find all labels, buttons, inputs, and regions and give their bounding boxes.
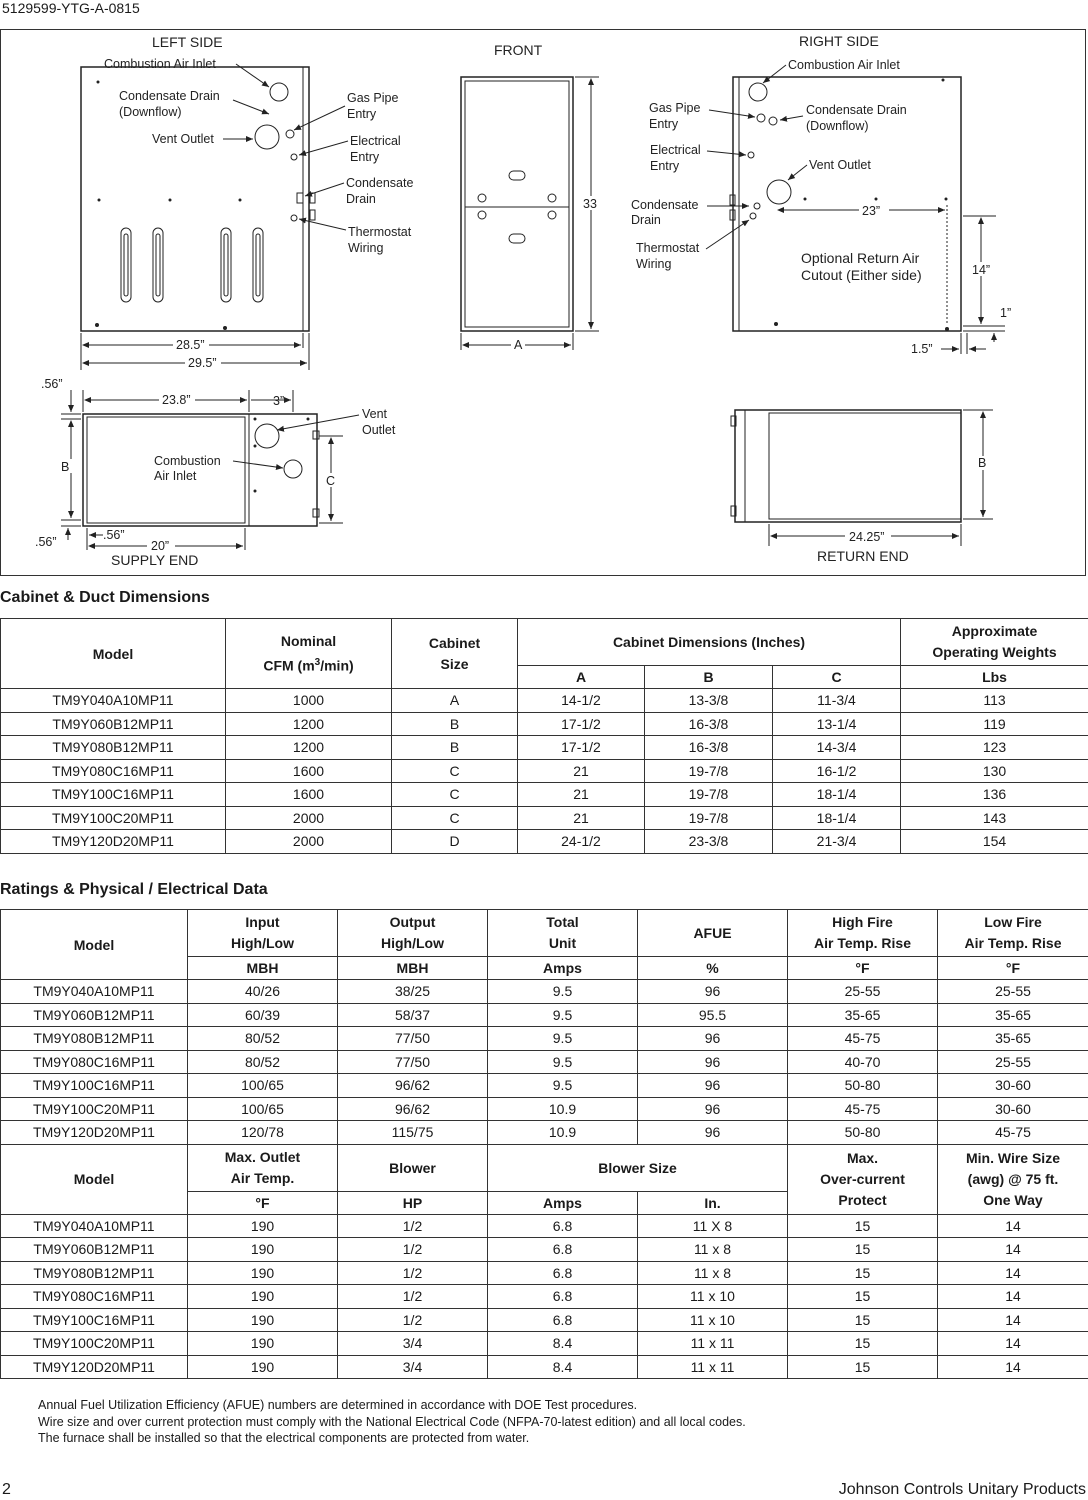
table-cell: 1200 [226,712,392,736]
table-cell: 15 [788,1308,938,1332]
table-cell: 60/39 [188,1003,338,1027]
header-min-wire: Min. Wire Size (awg) @ 75 ft. One Way [938,1144,1088,1214]
table-cell: TM9Y100C20MP11 [1,806,226,830]
table-cell: 130 [901,759,1088,783]
table-cell: 96 [638,1074,788,1098]
table-row [1,1074,1088,1098]
table-cell: 14 [938,1238,1088,1262]
table-row [1,1238,1088,1262]
table-cell: B [392,736,518,760]
label-vent-outlet-left: Vent Outlet [152,132,214,146]
table-cell: 35-65 [938,1003,1088,1027]
table-cell: 9.5 [488,1050,638,1074]
table-row [1,1332,1088,1356]
header-nominal-cfm: Nominal CFM $(m^3/\min)$ [226,619,392,689]
header-output: Output High/Low [338,910,488,957]
table-cell: 113 [901,689,1088,713]
label-thermostat-right-1: Thermostat [636,241,700,255]
table-cell: 6.8 [488,1308,638,1332]
table-cell: 96/62 [338,1097,488,1121]
return-end-cabinet [731,410,961,522]
table-cell: TM9Y040A10MP11 [1,1214,188,1238]
table-cell: 80/52 [188,1027,338,1051]
table-cell: 15 [788,1214,938,1238]
label-thermostat-left-1: Thermostat [348,225,412,239]
table-cell: TM9Y100C20MP11 [1,1097,188,1121]
header-afue: AFUE [638,910,788,957]
document-id: 5129599-YTG-A-0815 [2,0,140,16]
dim-a-front: A [514,338,523,352]
table-cell: 96/62 [338,1074,488,1098]
table-cell: 38/25 [338,980,488,1004]
table-cell: 96 [638,1121,788,1145]
unit-mbh-input: MBH [188,957,338,980]
header-model: Model [1,619,226,689]
table-cell: TM9Y060B12MP11 [1,712,226,736]
table-row [1,1097,1088,1121]
table-cell: TM9Y080C16MP11 [1,1285,188,1309]
table-cell: 40-70 [788,1050,938,1074]
table-cell: 15 [788,1238,938,1262]
table-cell: 11 x 10 [638,1308,788,1332]
table-cell: TM9Y100C20MP11 [1,1332,188,1356]
note-install: The furnace shall be installed so that the electrical components are protected from water. [38,1431,530,1445]
table-cell: 77/50 [338,1050,488,1074]
table-cell: 19-7/8 [645,783,773,807]
table-cell: 190 [188,1285,338,1309]
table-cell: 8.4 [488,1355,638,1379]
unit-mbh-output: MBH [338,957,488,980]
table-cell: 13-1/4 [773,712,901,736]
ratings-table-body-1 [1,980,1088,1145]
dim-c-supply: C [326,474,336,488]
label-condensate-drain-left-2: (Downflow) [119,105,182,119]
table-cell: 50-80 [788,1074,938,1098]
table-cell: 45-75 [938,1121,1088,1145]
label-combustion-air-inlet-left: Combustion Air Inlet [104,57,216,71]
header-low-fire: Low Fire Air Temp. Rise [938,910,1088,957]
table-row [1,830,1088,854]
table-row [1,1355,1088,1379]
table-cell: 30-60 [938,1097,1088,1121]
table-cell: 14 [938,1308,1088,1332]
table-cell: 115/75 [338,1121,488,1145]
table-cell: 6.8 [488,1285,638,1309]
table-cell: 23-3/8 [645,830,773,854]
table-cell: 21 [518,783,645,807]
header-approx-weight: Approximate Operating Weights [901,619,1088,666]
table-cell: 96 [638,1050,788,1074]
cabinet-table-body [1,689,1088,854]
table-row [1,1214,1088,1238]
unit2-hp: HP [338,1191,488,1214]
table-cell: 1/2 [338,1238,488,1262]
table-cell: 45-75 [788,1027,938,1051]
table-cell: 25-55 [938,980,1088,1004]
cabinet-dimensions-table [0,618,1088,854]
header-model-ratings: Model [1,910,188,980]
table-cell: 30-60 [938,1074,1088,1098]
dim-1: 1” [1000,306,1012,320]
table-cell: 16-1/2 [773,759,901,783]
label-electrical-left-2: Entry [350,150,380,164]
dim-b-return: B [978,456,987,470]
table-cell: 1200 [226,736,392,760]
table-cell: 25-55 [788,980,938,1004]
header-cabinet-dimensions: Cabinet Dimensions (Inches) [518,619,901,666]
table-cell: C [392,783,518,807]
table-cell: 123 [901,736,1088,760]
table-cell: 190 [188,1355,338,1379]
table-row [1,1308,1088,1332]
table-cell: 50-80 [788,1121,938,1145]
table-cell: C [392,806,518,830]
table-cell: 1600 [226,783,392,807]
table-cell: 1/2 [338,1308,488,1332]
label-thermostat-right-2: Wiring [636,257,672,271]
table-cell: 100/65 [188,1074,338,1098]
label-combustion-air-inlet-right: Combustion Air Inlet [788,58,900,72]
dim-29-5: 29.5” [188,356,217,370]
table-cell: 10.9 [488,1121,638,1145]
label-optional-return-1: Optional Return Air [801,250,920,266]
dim-24-25: 24.25” [849,530,885,544]
table-cell: 14 [938,1261,1088,1285]
table-cell: 19-7/8 [645,759,773,783]
unit-f-low: °F [938,957,1088,980]
table-cell: 15 [788,1261,938,1285]
table-cell: TM9Y120D20MP11 [1,1121,188,1145]
unit2-in: In. [638,1191,788,1214]
table-cell: 136 [901,783,1088,807]
table-cell: 96 [638,1027,788,1051]
table-cell: 14 [938,1355,1088,1379]
label-electrical-left-1: Electrical [350,134,401,148]
table-cell: 24-1/2 [518,830,645,854]
table-cell: 11 x 8 [638,1238,788,1262]
table-cell: 3/4 [338,1355,488,1379]
table-cell: 95.5 [638,1003,788,1027]
table-cell: TM9Y100C16MP11 [1,783,226,807]
table-row [1,1121,1088,1145]
table-cell: 80/52 [188,1050,338,1074]
front-cabinet [461,77,573,331]
dim-056-top: .56” [41,377,63,391]
table-cell: 17-1/2 [518,712,645,736]
label-vent-outlet-right: Vent Outlet [809,158,871,172]
table-cell: 25-55 [938,1050,1088,1074]
table-cell: 190 [188,1308,338,1332]
label-condensate-right-1: Condensate [631,198,699,212]
table-cell: 35-65 [938,1027,1088,1051]
table-row [1,1050,1088,1074]
label-return-end: RETURN END [817,548,909,564]
label-front: FRONT [494,42,543,58]
table-cell: 11 x 8 [638,1261,788,1285]
label-optional-return-2: Cutout (Either side) [801,267,922,283]
table-cell: 9.5 [488,1027,638,1051]
table-cell: 15 [788,1285,938,1309]
table-cell: 143 [901,806,1088,830]
left-side-cabinet [81,67,315,331]
table-cell: 14 [938,1285,1088,1309]
table-cell: 15 [788,1332,938,1356]
table-cell: 1600 [226,759,392,783]
header-cabinet-size: Cabinet Size [392,619,518,689]
header-lbs: Lbs [901,666,1088,689]
label-electrical-right-1: Electrical [650,143,701,157]
label-combustion-supply-2: Air Inlet [154,469,197,483]
table-cell: B [392,712,518,736]
table-cell: TM9Y080C16MP11 [1,1050,188,1074]
table-cell: 6.8 [488,1214,638,1238]
label-condensate-right-2: Drain [631,213,661,227]
header-a: A [518,666,645,689]
dim-056-bottom: .56” [35,535,57,549]
table-cell: 2000 [226,830,392,854]
table-cell: 11 x 11 [638,1332,788,1356]
table-cell: 16-3/8 [645,736,773,760]
header-blower-size: Blower Size [488,1144,788,1191]
label-gas-pipe-right-1: Gas Pipe [649,101,701,115]
header-c: C [773,666,901,689]
unit2-amps: Amps [488,1191,638,1214]
label-condensate-drain-right-2: (Downflow) [806,119,869,133]
note-wire-size: Wire size and over current protection must comply with the National Electrical Code (NFPA-70-latest edition) and all local codes. [38,1414,746,1429]
dim-20: 20” [151,539,170,553]
table-cell: TM9Y100C16MP11 [1,1308,188,1332]
dim-23-8: 23.8” [162,393,191,407]
label-thermostat-left-2: Wiring [348,241,384,255]
table-cell: 11-3/4 [773,689,901,713]
header-input: Input High/Low [188,910,338,957]
supply-end-cabinet [83,414,319,526]
dim-056-left: .56” [103,528,125,542]
table-row [1,783,1088,807]
table-cell: 16-3/8 [645,712,773,736]
table-cell: 9.5 [488,980,638,1004]
table-cell: 154 [901,830,1088,854]
cabinet-section-title: Cabinet & Duct Dimensions [0,589,210,606]
table-cell: 17-1/2 [518,736,645,760]
table-cell: 1/2 [338,1214,488,1238]
table-row [1,759,1088,783]
table-cell: TM9Y040A10MP11 [1,980,188,1004]
dim-3: 3” [273,394,285,408]
table-cell: 21-3/4 [773,830,901,854]
label-condensate-drain-right-1: Condensate Drain [806,103,907,117]
table-cell: 190 [188,1214,338,1238]
table-row [1,689,1088,713]
label-vent-supply-2: Outlet [362,423,396,437]
table-cell: 15 [788,1355,938,1379]
page-number: 2 [2,1481,11,1498]
header-max-outlet: Max. Outlet Air Temp. [188,1144,338,1191]
table-cell: 11 X 8 [638,1214,788,1238]
diagram-svg [1,30,1087,577]
table-row [1,1003,1088,1027]
table-cell: TM9Y120D20MP11 [1,1355,188,1379]
table-cell: 1/2 [338,1285,488,1309]
table-row [1,712,1088,736]
table-cell: 10.9 [488,1097,638,1121]
table-cell: 190 [188,1261,338,1285]
table-row [1,736,1088,760]
unit-percent: % [638,957,788,980]
table-cell: C [392,759,518,783]
table-cell: 21 [518,759,645,783]
dimension-diagram [0,29,1086,576]
table-cell: 190 [188,1238,338,1262]
table-cell: 8.4 [488,1332,638,1356]
table-cell: 14 [938,1332,1088,1356]
table-cell: TM9Y080B12MP11 [1,736,226,760]
table-cell: 14-3/4 [773,736,901,760]
table-cell: 9.5 [488,1074,638,1098]
table-row [1,806,1088,830]
table-cell: 58/37 [338,1003,488,1027]
table-cell: TM9Y100C16MP11 [1,1074,188,1098]
table-cell: 11 x 11 [638,1355,788,1379]
label-left-side: LEFT SIDE [152,34,223,50]
company-name: Johnson Controls Unitary Products [838,1481,1086,1498]
header-b: B [645,666,773,689]
table-cell: 14 [938,1214,1088,1238]
table-cell: 19-7/8 [645,806,773,830]
table-cell: 35-65 [788,1003,938,1027]
table-cell: TM9Y080B12MP11 [1,1027,188,1051]
table-cell: 45-75 [788,1097,938,1121]
table-cell: 21 [518,806,645,830]
unit-f-high: °F [788,957,938,980]
dim-b-supply: B [61,460,70,474]
table-cell: D [392,830,518,854]
ratings-table [0,909,1088,1379]
table-cell: TM9Y060B12MP11 [1,1238,188,1262]
label-vent-supply-1: Vent [362,407,388,421]
label-condensate-left-2: Drain [346,192,376,206]
label-gas-pipe-left-2: Entry [347,107,377,121]
table-row [1,980,1088,1004]
table-cell: 120/78 [188,1121,338,1145]
table-cell: 1/2 [338,1261,488,1285]
label-supply-end: SUPPLY END [111,552,199,568]
table-cell: TM9Y060B12MP11 [1,1003,188,1027]
table-cell: 119 [901,712,1088,736]
header-high-fire: High Fire Air Temp. Rise [788,910,938,957]
table-cell: TM9Y080C16MP11 [1,759,226,783]
table-cell: TM9Y120D20MP11 [1,830,226,854]
dim-28-5: 28.5” [176,338,205,352]
table-cell: 2000 [226,806,392,830]
label-gas-pipe-left-1: Gas Pipe [347,91,399,105]
label-condensate-drain-left-1: Condensate Drain [119,89,220,103]
header-overcurrent: Max. Over-current Protect [788,1144,938,1214]
table-cell: 100/65 [188,1097,338,1121]
table-row [1,1285,1088,1309]
table-cell: 6.8 [488,1238,638,1262]
table-cell: 9.5 [488,1003,638,1027]
table-cell: TM9Y040A10MP11 [1,689,226,713]
table-cell: 190 [188,1332,338,1356]
ratings-table-body-2 [1,1214,1088,1379]
ratings-section-title: Ratings & Physical / Electrical Data [0,881,268,898]
label-condensate-left-1: Condensate [346,176,414,190]
table-cell: 1000 [226,689,392,713]
note-afue: Annual Fuel Utilization Efficiency (AFUE) numbers are determined in accordance with DOE Test procedures. [38,1398,638,1412]
header-total-unit: Total Unit [488,910,638,957]
table-cell: 40/26 [188,980,338,1004]
table-row [1,1027,1088,1051]
header-model-physical: Model [1,1144,188,1214]
dim-1-5: 1.5” [911,342,933,356]
label-right-side: RIGHT SIDE [799,33,879,49]
table-cell: 96 [638,1097,788,1121]
unit2-f: °F [188,1191,338,1214]
table-cell: 11 x 10 [638,1285,788,1309]
notes [38,1397,746,1447]
label-electrical-right-2: Entry [650,159,680,173]
label-gas-pipe-right-2: Entry [649,117,679,131]
table-cell: 96 [638,980,788,1004]
label-combustion-supply-1: Combustion [154,454,221,468]
table-cell: 3/4 [338,1332,488,1356]
dim-14: 14” [972,263,991,277]
header-blower: Blower [338,1144,488,1191]
table-cell: A [392,689,518,713]
unit-amps: Amps [488,957,638,980]
table-cell: TM9Y080B12MP11 [1,1261,188,1285]
table-cell: 14-1/2 [518,689,645,713]
table-row [1,1261,1088,1285]
table-cell: 13-3/8 [645,689,773,713]
dim-23: 23” [862,204,881,218]
table-cell: 18-1/4 [773,806,901,830]
dim-33: 33 [583,197,597,211]
table-cell: 6.8 [488,1261,638,1285]
table-cell: 77/50 [338,1027,488,1051]
table-cell: 18-1/4 [773,783,901,807]
